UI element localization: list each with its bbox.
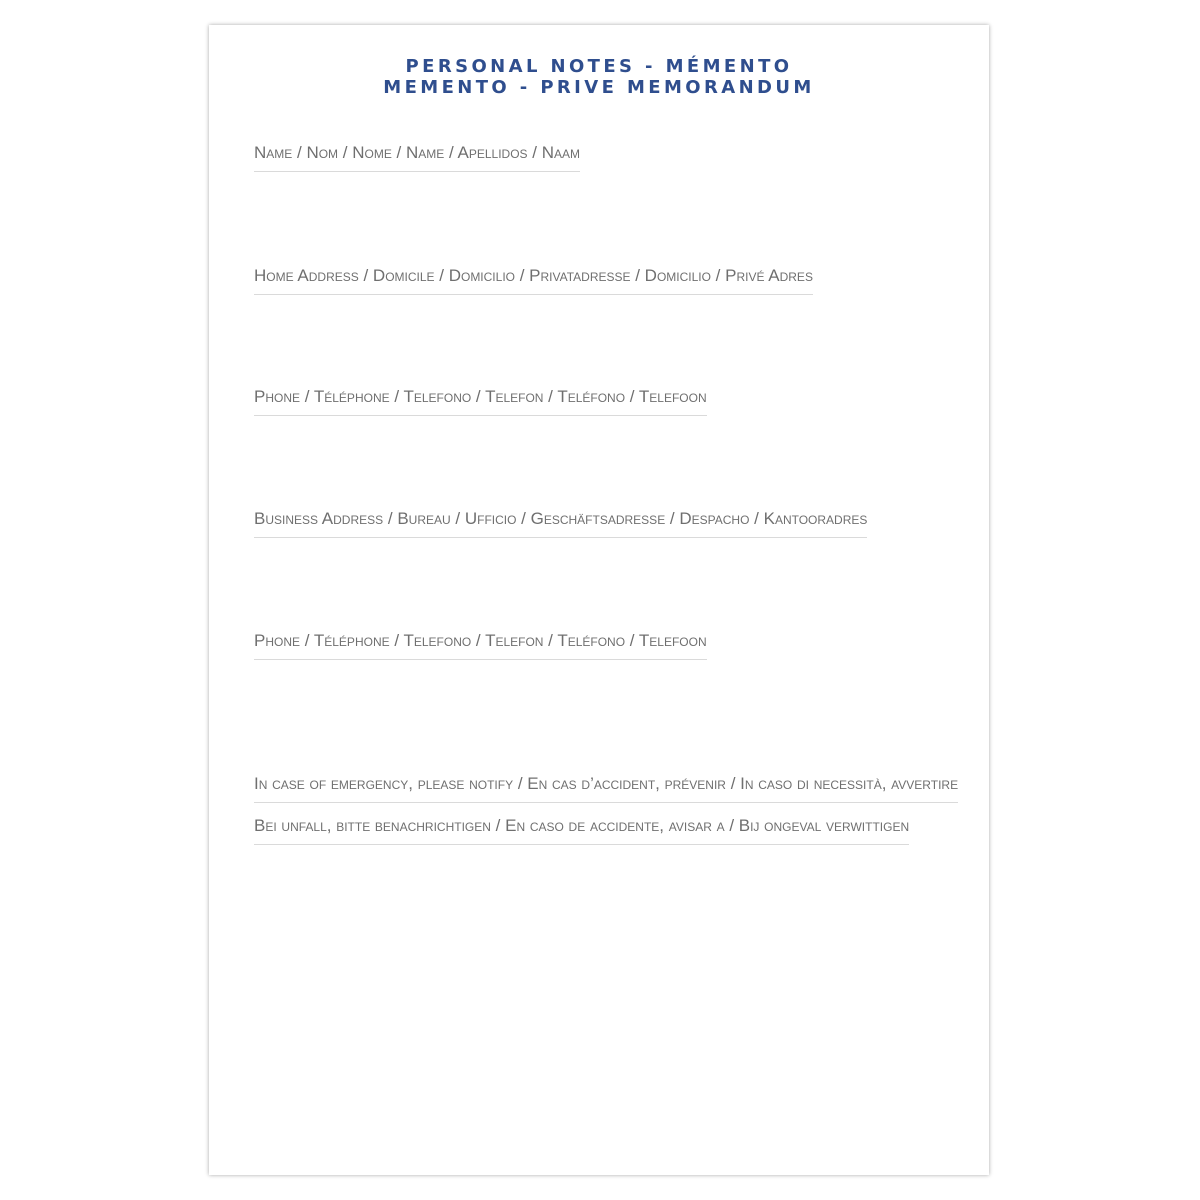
- name-field[interactable]: Name / Nom / Nome / Name / Apellidos / Naam: [254, 143, 580, 172]
- business-phone-field[interactable]: Phone / Téléphone / Telefono / Telefon / Teléfono / Telefoon: [254, 631, 707, 660]
- emergency-contact-line-2[interactable]: Bei unfall, bitte benachrichtigen / En caso de accidente, avisar a / Bij ongeval verwittigen: [254, 816, 909, 845]
- memo-page: [209, 25, 989, 1175]
- home-phone-field[interactable]: Phone / Téléphone / Telefono / Telefon / Teléfono / Telefoon: [254, 387, 707, 416]
- title-line-2: MEMENTO - PRIVE MEMORANDUM: [383, 77, 815, 98]
- business-address-field[interactable]: Business Address / Bureau / Ufficio / Geschäftsadresse / Despacho / Kantooradres: [254, 509, 867, 538]
- emergency-contact-line-1[interactable]: In case of emergency, please notify / En cas d’accident, prévenir / In caso di necessità, avvertire: [254, 774, 958, 803]
- title-line-1: PERSONAL NOTES - MÉMENTO: [405, 56, 793, 77]
- home-address-field[interactable]: Home Address / Domicile / Domicilio / Privatadresse / Domicilio / Privé Adres: [254, 266, 813, 295]
